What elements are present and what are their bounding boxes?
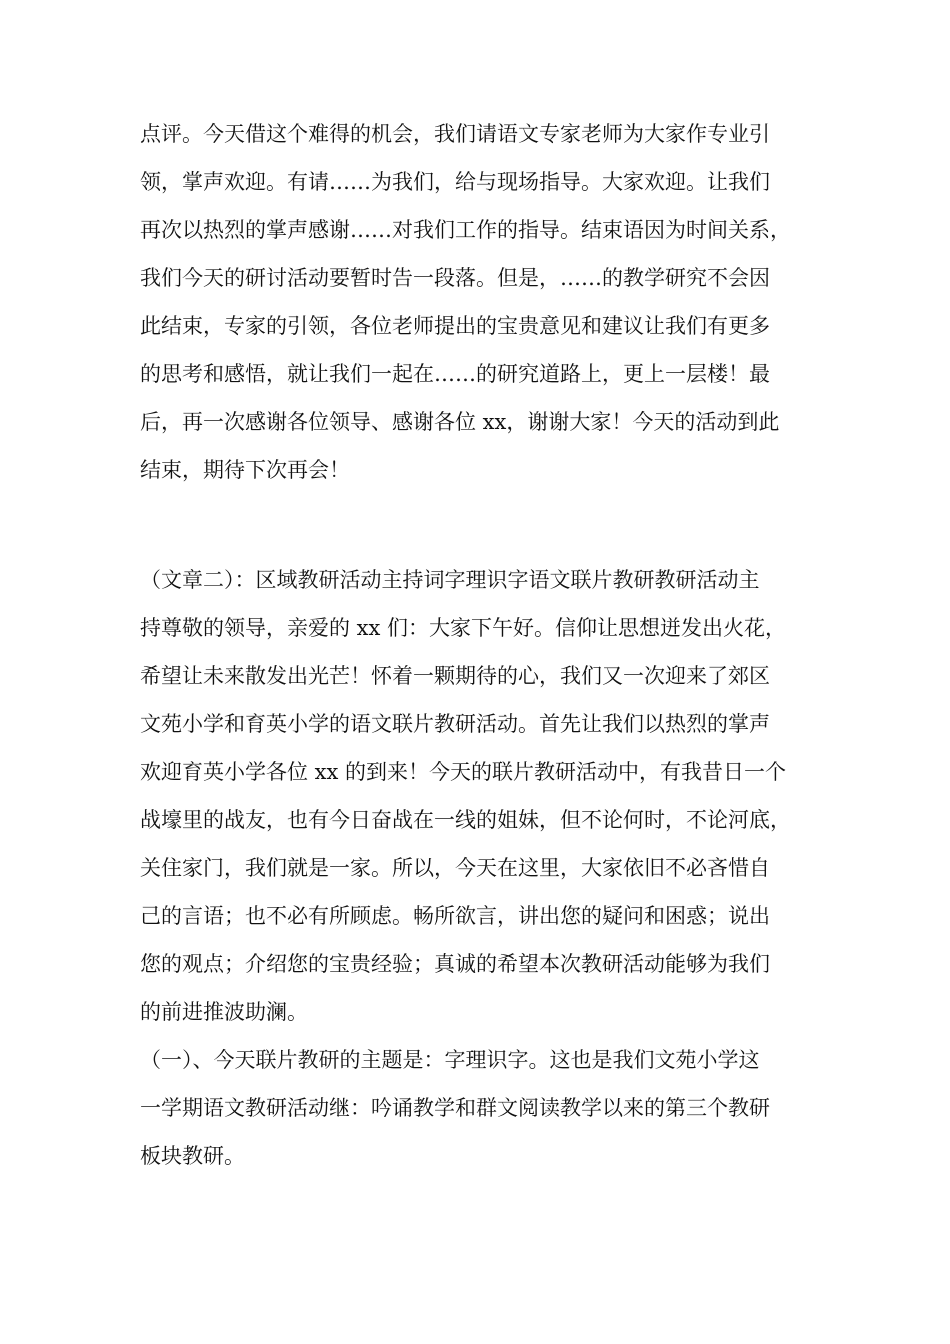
text-line: 文苑小学和育英小学的语文联片教研活动。首先让我们以热烈的掌声 bbox=[140, 712, 770, 736]
text-line: 领，掌声欢迎。有请……为我们，给与现场指导。大家欢迎。让我们 bbox=[140, 170, 770, 194]
text-line: 此结束，专家的引领，各位老师提出的宝贵意见和建议让我们有更多 bbox=[140, 314, 770, 338]
text-line: 再次以热烈的掌声感谢……对我们工作的指导。结束语因为时间关系， bbox=[140, 218, 791, 242]
text-line: 欢迎育英小学各位 xx 的到来！今天的联片教研活动中，有我昔日一个 bbox=[140, 760, 787, 784]
text-line: 的前进推波助澜。 bbox=[140, 1000, 308, 1024]
text-line: 点评。今天借这个难得的机会，我们请语文专家老师为大家作专业引 bbox=[140, 122, 770, 146]
text-line: 战壕里的战友，也有今日奋战在一线的姐妹，但不论何时，不论河底， bbox=[140, 808, 791, 832]
text-line: 后，再一次感谢各位领导、感谢各位 xx，谢谢大家！今天的活动到此 bbox=[140, 410, 780, 434]
text-line: （文章二）：区域教研活动主持词字理识字语文联片教研教研活动主 bbox=[140, 568, 760, 592]
text-line: 一学期语文教研活动继：吟诵教学和群文阅读教学以来的第三个教研 bbox=[140, 1096, 770, 1120]
text-line: （一）、今天联片教研的主题是：字理识字。这也是我们文苑小学这 bbox=[140, 1048, 760, 1072]
text-line: 己的言语；也不必有所顾虑。畅所欲言，讲出您的疑问和困惑；说出 bbox=[140, 904, 770, 928]
text-line: 关住家门，我们就是一家。所以，今天在这里，大家依旧不必吝惜自 bbox=[140, 856, 770, 880]
text-line: 结束，期待下次再会！ bbox=[140, 458, 350, 482]
text-line: 的思考和感悟，就让我们一起在……的研究道路上，更上一层楼！最 bbox=[140, 362, 770, 386]
text-line: 您的观点；介绍您的宝贵经验；真诚的希望本次教研活动能够为我们 bbox=[140, 952, 770, 976]
text-line: 我们今天的研讨活动要暂时告一段落。但是，……的教学研究不会因 bbox=[140, 266, 770, 290]
text-line: 板块教研。 bbox=[140, 1144, 245, 1168]
text-line: 持尊敬的领导，亲爱的 xx 们：大家下午好。信仰让思想迸发出火花， bbox=[140, 616, 787, 640]
text-line: 希望让未来散发出光芒！怀着一颗期待的心，我们又一次迎来了郊区 bbox=[140, 664, 770, 688]
